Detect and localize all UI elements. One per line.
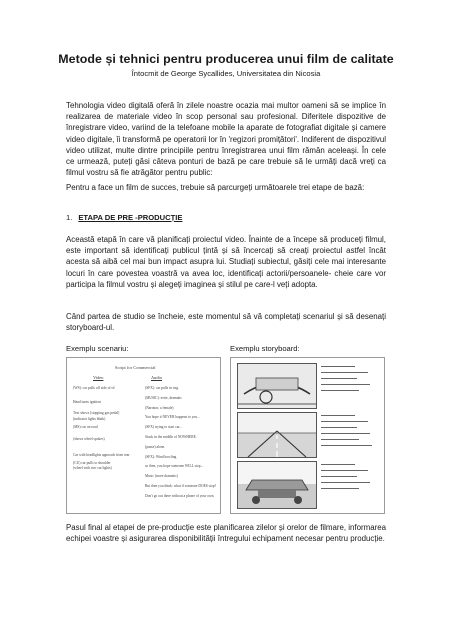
script-audio-line: But then you think: what if someone DOES stop? (145, 484, 217, 488)
script-video-line: (shows wheel spokes) (73, 437, 105, 441)
script-video-line: Text shows [stopping gas pedal] (73, 411, 120, 415)
storyboard-note-stroke (321, 488, 359, 489)
road-sketch (238, 413, 316, 457)
storyboard-note-stroke (321, 433, 370, 434)
storyboard-example-image (230, 357, 385, 514)
script-video-line: Car with headlights approach from rear (73, 453, 130, 457)
script-audio-line: You hope it NEVER happens to you... (145, 415, 200, 420)
script-audio-column: Audio (151, 375, 162, 380)
storyboard-note-stroke (321, 378, 357, 379)
script-video-line: (CU) car pulls to shoulder (73, 461, 111, 465)
script-audio-line: (MUSIC): eerie, dramatic (145, 395, 183, 400)
document-title: Metode și tehnici pentru producerea unui film de calitate (58, 52, 394, 66)
storyboard-note-stroke (321, 470, 368, 471)
intro-paragraph: Tehnologia video digitală oferă în zilele noastre ocazia mai multor oameni să se implice în realizarea de materiale video în scop personal sau profesional. Diferitele dispozitive de înregistrare video, variind de la telefoane mobile la aparate de fotografiat digitale și camere video digitale, îi transformă pe operatorii lor în 'regizori promițători'. Indiferent de dispozitivul video utilizat, multe dintre principiile pentru înregistrarea unui film rămân aceleași. În cele ce urmează, puteți găsi câteva ponturi de bază pe care trebuie să le urmăți dacă vreți ca filmul vostru să fie atrăgător pentru public: (66, 101, 386, 178)
script-audio-line: (SFX): Wind howling (145, 454, 177, 459)
script-video-line: Hand turns ignition (73, 400, 101, 404)
studio-paragraph: Când partea de studio se încheie, este momentul să vă completați scenariul și să desenați storyboard-ul. (66, 312, 386, 333)
script-audio-line: so then, you hope someone WILL stop... (145, 464, 204, 469)
storyboard-frame-2 (237, 412, 317, 458)
script-audio-line: (SFX) trying to start car... (145, 425, 183, 430)
car-interior-sketch (238, 364, 316, 408)
script-video-line: (WS): car pulls off side of rd (73, 386, 115, 390)
storyboard-note-stroke (321, 464, 355, 465)
car-on-road-sketch (238, 462, 316, 508)
script-audio-line: Music (more dramatic) (145, 474, 179, 479)
section-title: ETAPA DE PRE -PRODUCȚIE (78, 213, 183, 222)
script-video-line: (indicator lights blink) (73, 417, 106, 421)
section-heading (66, 213, 182, 222)
script-video-column: Video (93, 375, 104, 380)
storyboard-note-stroke (321, 372, 368, 373)
script-caption: Exemplu scenariu: (66, 344, 129, 353)
storyboard-note-stroke (321, 476, 357, 477)
section-number: 1. (66, 213, 73, 222)
preproduction-paragraph: Această etapă în care vă planificați proiectul video. Înainte de a începe să produceți filmul, este important să identificați publicul țintă și să încercați să creați proiectul astfel încât acesta să aibă cel mai bun impact asupra lui. Studiați subiectul, găsiți cele mai interesante locuri în care povestea voastră va avea loc, identificați actorii/persoanele- cheie care vor participa la filmul vostru și alegeți imaginea și stilul pe care-l veți adopta. (66, 235, 386, 289)
script-example-image (66, 357, 221, 514)
storyboard-frame-1 (237, 363, 317, 409)
script-audio-line: (Narrator, a female) (145, 405, 174, 410)
storyboard-note-stroke (321, 445, 372, 446)
storyboard-note-stroke (321, 384, 370, 385)
storyboard-note-stroke (321, 366, 355, 367)
script-header: Script for Commercial (115, 365, 156, 370)
storyboard-frame-3 (237, 461, 317, 509)
storyboard-note-stroke (321, 439, 359, 440)
steps-intro-paragraph: Pentru a face un film de succes, trebuie să parcurgeți următoarele trei etape de bază: (66, 183, 365, 192)
script-audio-line: Don't go out there without a phone of your own. (145, 493, 215, 498)
script-video-line: (wheel with two car lights) (73, 466, 112, 470)
script-audio-line: Stuck in the middle of NOWHERE. (145, 435, 197, 439)
storyboard-note-stroke (321, 421, 368, 422)
script-video-line: (MS) car on road (73, 425, 98, 429)
document-subtitle: Întocmit de George Sycallides, Universitatea din Nicosia (131, 69, 321, 78)
script-audio-line: (pause) alone. (145, 444, 166, 449)
storyboard-note-stroke (321, 482, 370, 483)
storyboard-note-stroke (321, 427, 357, 428)
final-paragraph: Pasul final al etapei de pre-producție este planificarea zilelor și orelor de filmare, informarea echipei voastre și asigurarea disponibilității întregului echipament necesar pentru producție. (66, 523, 386, 544)
storyboard-note-stroke (321, 390, 359, 391)
storyboard-caption: Exemplu storyboard: (230, 344, 300, 353)
script-audio-line: (SFX): car pulls in rrrg. (145, 386, 179, 390)
storyboard-note-stroke (321, 415, 355, 416)
